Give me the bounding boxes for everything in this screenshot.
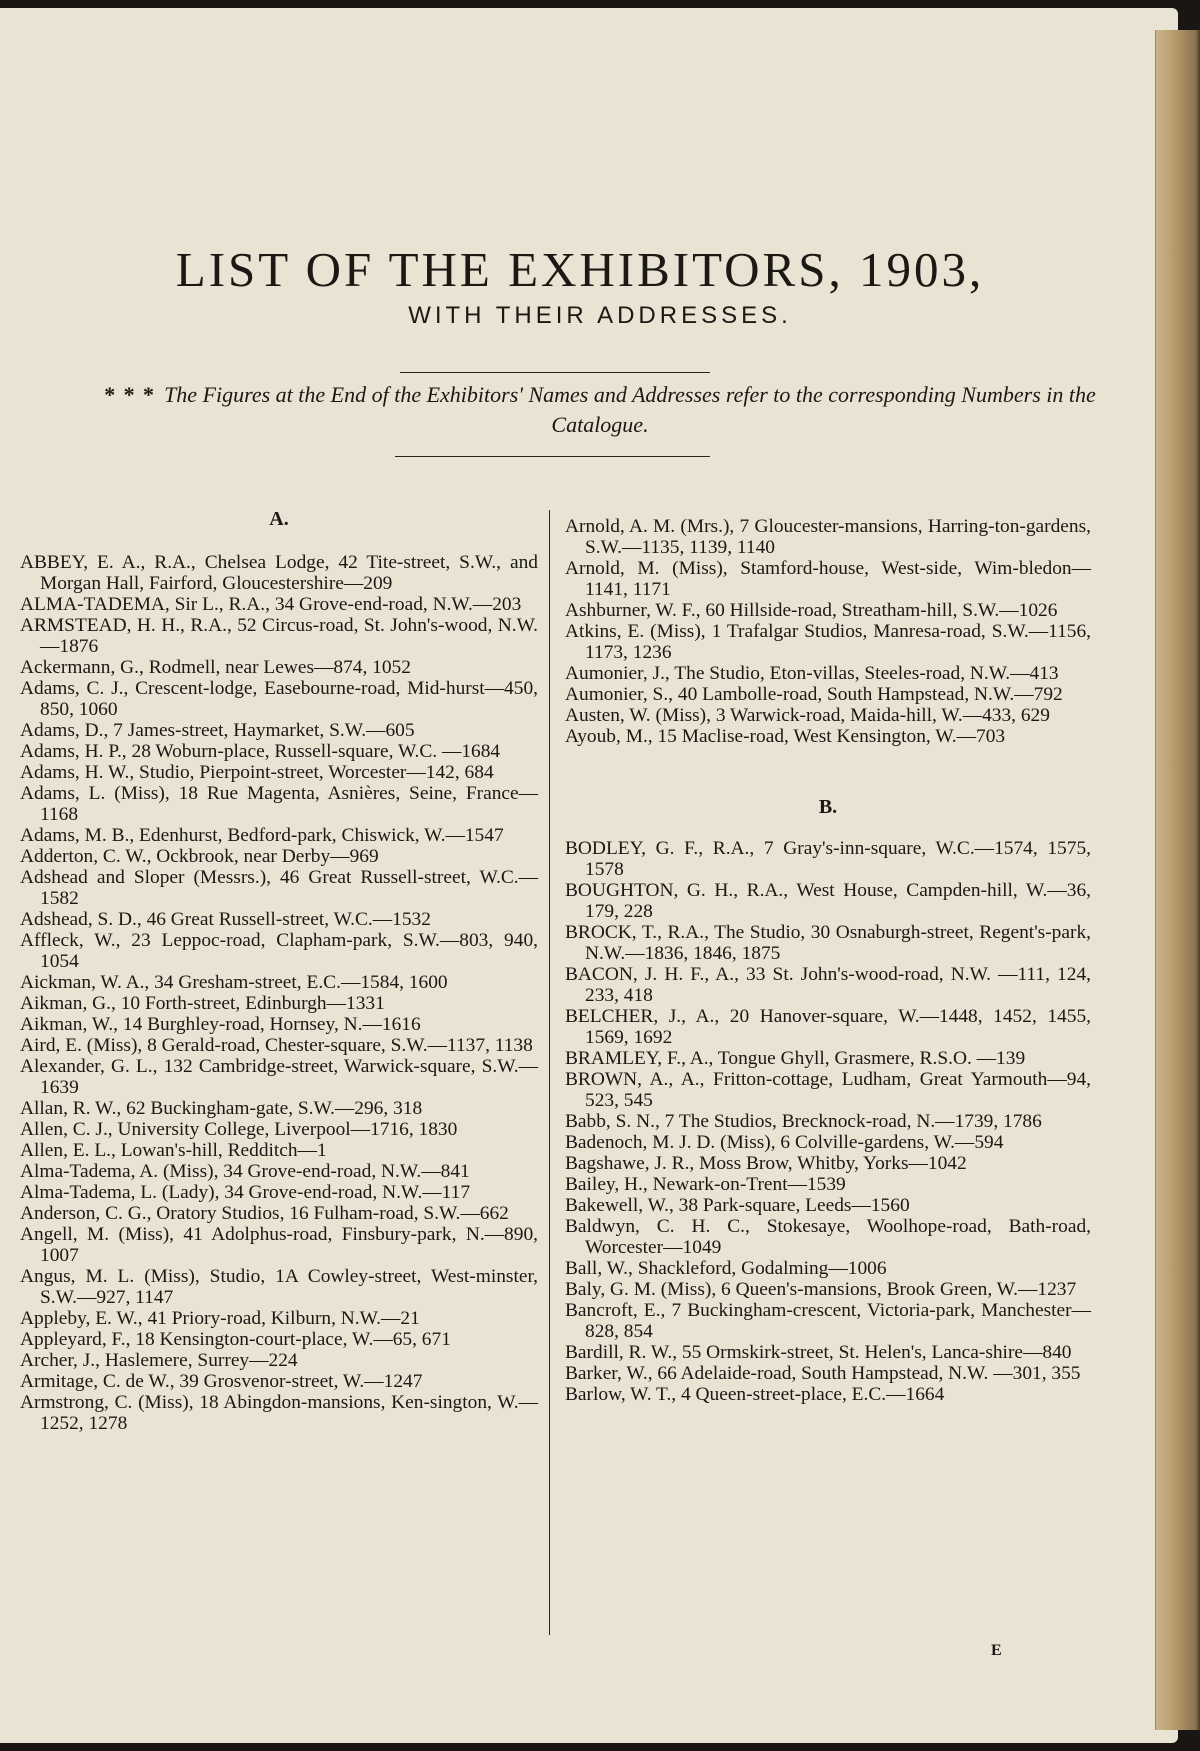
list-item: Bailey, H., Newark-on-Trent—1539 (565, 1174, 846, 1195)
list-item: Appleyard, F., 18 Kensington-court-place, W.—65, 671 (20, 1329, 451, 1350)
page-title: LIST OF THE EXHIBITORS, 1903, (175, 241, 985, 297)
list-item: Baly, G. M. (Miss), 6 Queen's-mansions, Brook Green, W.—1237 (565, 1279, 1077, 1300)
list-item: Adshead and Sloper (Messrs.), 46 Great Russell-street, W.C.—1582 (20, 867, 538, 909)
list-item: BROWN, A., A., Fritton-cottage, Ludham, Great Yarmouth—94, 523, 545 (565, 1069, 1091, 1111)
list-item: Allan, R. W., 62 Buckingham-gate, S.W.—296, 318 (20, 1098, 423, 1119)
list-item: Ashburner, W. F., 60 Hillside-road, Streatham-hill, S.W.—1026 (565, 600, 1058, 621)
list-item: Adams, H. W., Studio, Pierpoint-street, Worcester—142, 684 (20, 762, 494, 783)
list-item: Adams, H. P., 28 Woburn-place, Russell-square, W.C. —1684 (20, 741, 501, 762)
list-item: Adderton, C. W., Ockbrook, near Derby—969 (20, 846, 379, 867)
list-item: Adams, D., 7 James-street, Haymarket, S.W.—605 (20, 720, 415, 741)
column-divider (549, 510, 550, 1635)
right-column (565, 516, 1091, 1405)
list-item: Ball, W., Shackleford, Godalming—1006 (565, 1258, 887, 1279)
list-item: Allen, C. J., University College, Liverpool—1716, 1830 (20, 1119, 458, 1140)
list-item: Alma-Tadema, A. (Miss), 34 Grove-end-road, N.W.—841 (20, 1161, 470, 1182)
list-item: Angus, M. L. (Miss), Studio, 1A Cowley-street, West-minster, S.W.—927, 1147 (20, 1266, 538, 1308)
page-edge (1155, 30, 1200, 1730)
list-item: Armstrong, C. (Miss), 18 Abingdon-mansions, Ken-sington, W.—1252, 1278 (20, 1392, 538, 1434)
list-item: Atkins, E. (Miss), 1 Trafalgar Studios, Manresa-road, S.W.—1156, 1173, 1236 (565, 621, 1091, 663)
list-item: Archer, J., Haslemere, Surrey—224 (20, 1350, 298, 1371)
list-item: Adshead, S. D., 46 Great Russell-street, W.C.—1532 (20, 909, 431, 930)
list-item: Aird, E. (Miss), 8 Gerald-road, Chester-square, S.W.—1137, 1138 (20, 1035, 533, 1056)
list-item: Angell, M. (Miss), 41 Adolphus-road, Finsbury-park, N.—890, 1007 (20, 1224, 538, 1266)
list-item: Appleby, E. W., 41 Priory-road, Kilburn, N.W.—21 (20, 1308, 420, 1329)
list-item: Aumonier, J., The Studio, Eton-villas, Steeles-road, N.W.—413 (565, 663, 1059, 684)
list-item: Bardill, R. W., 55 Ormskirk-street, St. Helen's, Lanca-shire—840 (565, 1342, 1072, 1363)
list-item: BROCK, T., R.A., The Studio, 30 Osnaburgh-street, Regent's-park, N.W.—1836, 1846, 1875 (565, 922, 1091, 964)
left-column (20, 552, 538, 1434)
list-item: Austen, W. (Miss), 3 Warwick-road, Maida-hill, W.—433, 629 (565, 705, 1050, 726)
list-item: Allen, E. L., Lowan's-hill, Redditch—1 (20, 1140, 327, 1161)
note-text: The Figures at the End of the Exhibitors' Names and Addresses refer to the corresponding Numbers in the Catalogue. (164, 382, 1096, 437)
catalogue-note (60, 380, 1140, 440)
list-item: ALMA-TADEMA, Sir L., R.A., 34 Grove-end-road, N.W.—203 (20, 594, 522, 615)
top-rule (400, 372, 710, 373)
bottom-rule (395, 456, 710, 457)
section-heading-b: B. (818, 796, 838, 818)
list-item: BODLEY, G. F., R.A., 7 Gray's-inn-square, W.C.—1574, 1575, 1578 (565, 838, 1091, 880)
list-item: Aickman, W. A., 34 Gresham-street, E.C.—1584, 1600 (20, 972, 448, 993)
list-item: Affleck, W., 23 Leppoc-road, Clapham-park, S.W.—803, 940, 1054 (20, 930, 538, 972)
page-subtitle: WITH THEIR ADDRESSES. (408, 302, 792, 329)
list-item: Aikman, G., 10 Forth-street, Edinburgh—1331 (20, 993, 385, 1014)
list-item: Bakewell, W., 38 Park-square, Leeds—1560 (565, 1195, 910, 1216)
section-heading-a: A. (269, 508, 289, 530)
asterism-icon: * * * (104, 382, 157, 407)
list-item: Babb, S. N., 7 The Studios, Brecknock-road, N.—1739, 1786 (565, 1111, 1042, 1132)
list-item: BELCHER, J., A., 20 Hanover-square, W.—1448, 1452, 1455, 1569, 1692 (565, 1006, 1091, 1048)
list-item: Ayoub, M., 15 Maclise-road, West Kensington, W.—703 (565, 726, 1006, 747)
list-item: BACON, J. H. F., A., 33 St. John's-wood-road, N.W. —111, 124, 233, 418 (565, 964, 1091, 1006)
list-item: Ackermann, G., Rodmell, near Lewes—874, 1052 (20, 657, 411, 678)
list-item: Barlow, W. T., 4 Queen-street-place, E.C.—1664 (565, 1384, 945, 1405)
list-item: Aumonier, S., 40 Lambolle-road, South Hampstead, N.W.—792 (565, 684, 1063, 705)
list-item: Arnold, M. (Miss), Stamford-house, West-side, Wim-bledon—1141, 1171 (565, 558, 1091, 600)
list-item: Baldwyn, C. H. C., Stokesaye, Woolhope-road, Bath-road, Worcester—1049 (565, 1216, 1091, 1258)
list-item: ARMSTEAD, H. H., R.A., 52 Circus-road, St. John's-wood, N.W.—1876 (20, 615, 538, 657)
list-item: Adams, L. (Miss), 18 Rue Magenta, Asnières, Seine, France—1168 (20, 783, 538, 825)
list-item: Bagshawe, J. R., Moss Brow, Whitby, Yorks—1042 (565, 1153, 967, 1174)
list-item: BRAMLEY, F., A., Tongue Ghyll, Grasmere, R.S.O. —139 (565, 1048, 1026, 1069)
list-item: Anderson, C. G., Oratory Studios, 16 Fulham-road, S.W.—662 (20, 1203, 509, 1224)
list-item: Badenoch, M. J. D. (Miss), 6 Colville-gardens, W.—594 (565, 1132, 1004, 1153)
list-item: Alexander, G. L., 132 Cambridge-street, Warwick-square, S.W.—1639 (20, 1056, 538, 1098)
list-item: Adams, C. J., Crescent-lodge, Easebourne-road, Mid-hurst—450, 850, 1060 (20, 678, 538, 720)
signature-mark: E (991, 1642, 1002, 1659)
list-item: Adams, M. B., Edenhurst, Bedford-park, Chiswick, W.—1547 (20, 825, 504, 846)
list-item: Aikman, W., 14 Burghley-road, Hornsey, N.—1616 (20, 1014, 421, 1035)
list-item: Barker, W., 66 Adelaide-road, South Hampstead, N.W. —301, 355 (565, 1363, 1081, 1384)
list-item: Armitage, C. de W., 39 Grosvenor-street, W.—1247 (20, 1371, 423, 1392)
list-item: Alma-Tadema, L. (Lady), 34 Grove-end-road, N.W.—117 (20, 1182, 471, 1203)
list-item: Bancroft, E., 7 Buckingham-crescent, Victoria-park, Manchester—828, 854 (565, 1300, 1091, 1342)
list-item: Arnold, A. M. (Mrs.), 7 Gloucester-mansions, Harring-ton-gardens, S.W.—1135, 1139, 1140 (565, 516, 1091, 558)
list-item: ABBEY, E. A., R.A., Chelsea Lodge, 42 Tite-street, S.W., and Morgan Hall, Fairford, Gloucestershire—209 (20, 552, 538, 594)
list-item: BOUGHTON, G. H., R.A., West House, Campden-hill, W.—36, 179, 228 (565, 880, 1091, 922)
